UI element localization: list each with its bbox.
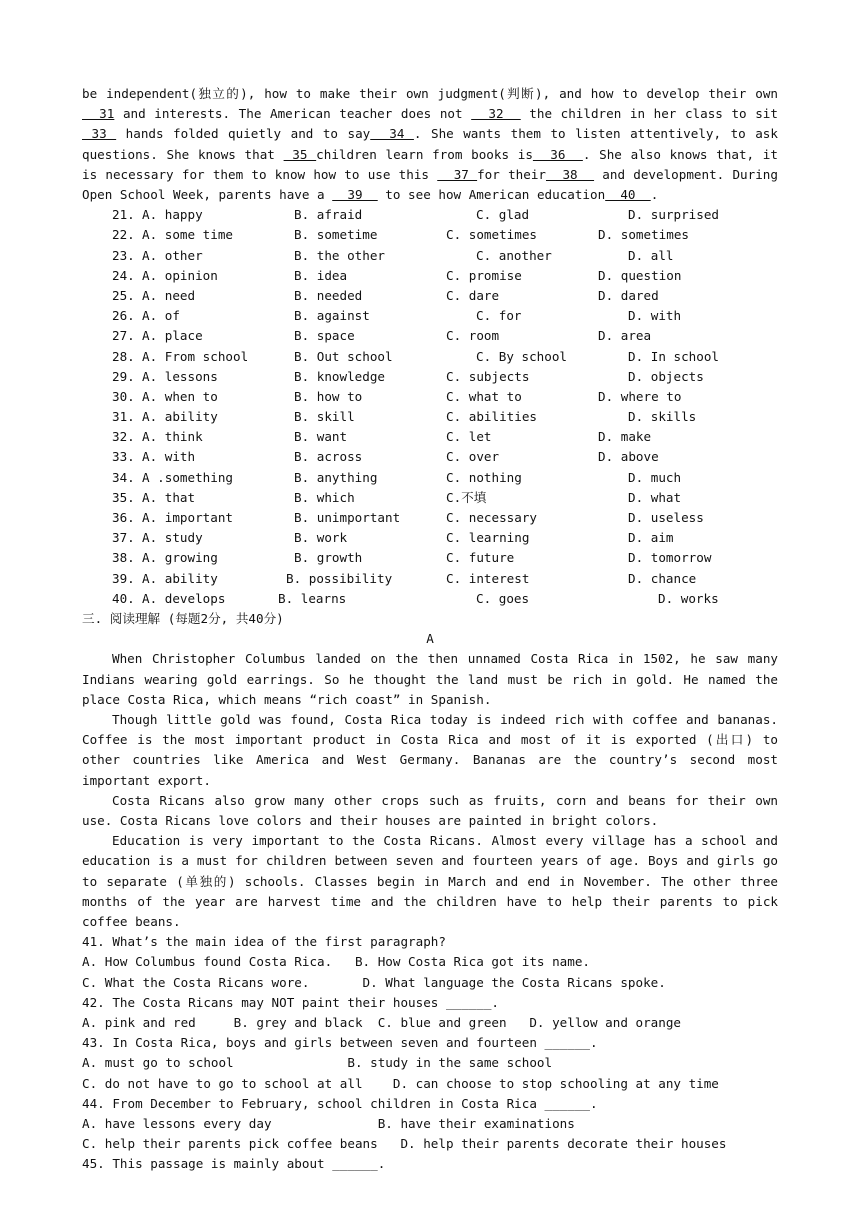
option-b: B. anything — [294, 469, 378, 485]
question-number: 34. — [112, 469, 135, 485]
question-options: C. do not have to go to school at all D. can choose to stop schooling at any time — [82, 1075, 719, 1091]
option-row — [82, 488, 778, 508]
passage-text: and development. During Open School Week, parents have a — [82, 166, 778, 203]
blank-34: 34 — [370, 126, 414, 142]
option-b: B. idea — [294, 267, 348, 283]
option-b: B. want — [294, 429, 348, 445]
option-c: C. let — [446, 429, 492, 445]
row-indent — [82, 367, 112, 387]
option-c: C. dare — [446, 287, 500, 303]
option-row — [82, 326, 778, 346]
passage-text: and interests. The American teacher does not — [122, 106, 472, 122]
passage-text: to see how American education — [377, 187, 606, 203]
option-row — [82, 569, 778, 589]
option-a: A. study — [142, 530, 203, 546]
row-indent — [82, 427, 112, 447]
option-c: C.不填 — [446, 489, 487, 505]
option-row — [82, 528, 778, 548]
option-d: D. dared — [598, 287, 659, 303]
blank-35: 35 — [283, 146, 317, 162]
question-number: 32. — [112, 429, 135, 445]
option-row — [82, 427, 778, 447]
option-d: D. sometimes — [598, 227, 689, 243]
option-row — [82, 589, 778, 609]
row-indent — [82, 528, 112, 548]
passage-text: the children in her class to sit — [520, 106, 778, 122]
option-d: D. tomorrow — [628, 550, 712, 566]
blank-31: 31 — [82, 106, 115, 122]
blank-33: 33 — [82, 126, 117, 142]
question-number: 22. — [112, 227, 135, 243]
option-row — [82, 387, 778, 407]
option-c: C. for — [476, 308, 522, 324]
option-d: D. useless — [628, 510, 704, 526]
passage-label: A — [426, 631, 434, 647]
question-stem: 41. What’s the main idea of the first paragraph? — [82, 934, 446, 950]
row-indent — [82, 306, 112, 326]
section-heading: 三. 阅读理解 (每题2分, 共40分) — [82, 610, 284, 626]
row-indent — [82, 225, 112, 245]
passage-text: children learn from books is — [316, 146, 533, 162]
option-c: C. subjects — [446, 368, 530, 384]
option-b: B. which — [294, 489, 355, 505]
option-row — [82, 225, 778, 245]
option-b: B. afraid — [294, 207, 363, 223]
option-row — [82, 468, 778, 488]
option-c: C. By school — [476, 348, 567, 364]
option-c: C. sometimes — [446, 227, 537, 243]
row-indent — [82, 488, 112, 508]
passage-text: for their — [477, 166, 546, 182]
option-d: D. area — [598, 328, 652, 344]
option-row — [82, 205, 778, 225]
blank-32: 32 — [471, 106, 521, 122]
option-b: B. against — [294, 308, 370, 324]
option-c: C. promise — [446, 267, 522, 283]
option-a: A. important — [142, 510, 233, 526]
question-number: 23. — [112, 247, 135, 263]
option-a: A .something — [142, 469, 233, 485]
question-number: 39. — [112, 570, 135, 586]
question-number: 37. — [112, 530, 135, 546]
question-options: C. What the Costa Ricans wore. D. What language the Costa Ricans spoke. — [82, 974, 666, 990]
question-options: C. help their parents pick coffee beans D. help their parents decorate their houses — [82, 1136, 727, 1152]
option-b: B. sometime — [294, 227, 378, 243]
question-number: 29. — [112, 368, 135, 384]
reading-paragraph: When Christopher Columbus landed on the then unnamed Costa Rica in 1502, he saw many Indians wearing gold earrings. So he thought the land must be rich in gold. He named the place Costa Rica, which means “rich coast” in Spanish. — [82, 651, 778, 707]
option-c: C. abilities — [446, 409, 537, 425]
option-a: A. think — [142, 429, 203, 445]
reading-paragraph: Education is very important to the Costa Ricans. Almost every village has a school and education is a must for children between seven and fourteen years of age. Boys and girls go to separate (单独的) schools. Classes begin in March and end in November. The other three months of the year are harvest time and the children have to help their parents to pick coffee beans. — [82, 833, 778, 930]
option-a: A. develops — [142, 590, 226, 606]
row-indent — [82, 407, 112, 427]
question-number: 21. — [112, 207, 135, 223]
option-a: A. ability — [142, 409, 218, 425]
option-c: C. future — [446, 550, 515, 566]
option-c: C. interest — [446, 570, 530, 586]
reading-paragraph: Though little gold was found, Costa Rica today is indeed rich with coffee and bananas. Coffee is the most important product in Costa Rica and most of it is exported (出口) to other countries like America and West Germany. Bananas are the country’s second most important export. — [82, 711, 778, 788]
option-a: A. happy — [142, 207, 203, 223]
option-a: A. other — [142, 247, 203, 263]
option-a: A. with — [142, 449, 196, 465]
question-number: 30. — [112, 388, 135, 404]
row-indent — [82, 266, 112, 286]
row-indent — [82, 387, 112, 407]
option-d: D. all — [628, 247, 674, 263]
option-a: A. of — [142, 308, 180, 324]
question-number: 28. — [112, 348, 135, 364]
option-b: B. knowledge — [294, 368, 385, 384]
option-b: B. space — [294, 328, 355, 344]
question-number: 35. — [112, 489, 135, 505]
blank-38: 38 — [545, 166, 595, 182]
question-number: 31. — [112, 409, 135, 425]
option-d: D. surprised — [628, 207, 719, 223]
option-row — [82, 286, 778, 306]
option-a: A. that — [142, 489, 196, 505]
row-indent — [82, 326, 112, 346]
option-a: A. ability — [142, 570, 218, 586]
option-d: D. In school — [628, 348, 719, 364]
question-stem: 44. From December to February, school children in Costa Rica ______. — [82, 1095, 598, 1111]
option-b: B. growth — [294, 550, 363, 566]
option-c: C. learning — [446, 530, 530, 546]
option-c: C. room — [446, 328, 500, 344]
row-indent — [82, 447, 112, 467]
row-indent — [82, 508, 112, 528]
question-number: 26. — [112, 308, 135, 324]
option-b: B. unimportant — [294, 510, 401, 526]
row-indent — [82, 347, 112, 367]
option-row — [82, 367, 778, 387]
row-indent — [82, 569, 112, 589]
row-indent — [82, 548, 112, 568]
question-number: 40. — [112, 590, 135, 606]
option-b: B. work — [294, 530, 348, 546]
option-d: D. works — [658, 590, 719, 606]
option-d: D. what — [628, 489, 682, 505]
option-b: B. possibility — [286, 570, 393, 586]
option-d: D. chance — [628, 570, 697, 586]
question-options: A. How Columbus found Costa Rica. B. How Costa Rica got its name. — [82, 954, 590, 970]
option-row — [82, 306, 778, 326]
option-row — [82, 246, 778, 266]
row-indent — [82, 246, 112, 266]
option-a: A. growing — [142, 550, 218, 566]
question-options: A. have lessons every day B. have their examinations — [82, 1116, 575, 1132]
question-number: 24. — [112, 267, 135, 283]
option-d: D. where to — [598, 388, 682, 404]
row-indent — [82, 589, 112, 609]
question-number: 33. — [112, 449, 135, 465]
option-a: A. lessons — [142, 368, 218, 384]
cloze-passage-end — [82, 84, 778, 205]
option-a: A. when to — [142, 388, 218, 404]
exam-page — [82, 84, 778, 1175]
option-c: C. necessary — [446, 510, 537, 526]
option-b: B. how to — [294, 388, 363, 404]
option-row — [82, 266, 778, 286]
question-stem: 43. In Costa Rica, boys and girls between seven and fourteen ______. — [82, 1035, 598, 1051]
row-indent — [82, 286, 112, 306]
option-row — [82, 347, 778, 367]
passage-text: . She wants them to listen attentively, to ask questions. She knows that — [82, 126, 778, 162]
question-list — [82, 932, 778, 1174]
option-row — [82, 508, 778, 528]
option-c: C. another — [476, 247, 552, 263]
option-row — [82, 548, 778, 568]
row-indent — [82, 205, 112, 225]
option-b: B. learns — [278, 590, 347, 606]
option-d: D. much — [628, 469, 682, 485]
reading-paragraph: Costa Ricans also grow many other crops such as fruits, corn and beans for their own use. Costa Ricans love colors and their houses are painted in bright colors. — [82, 792, 778, 828]
option-a: A. place — [142, 328, 203, 344]
blank-40: 40 — [605, 187, 651, 203]
question-number: 25. — [112, 287, 135, 303]
option-d: D. above — [598, 449, 659, 465]
option-c: C. what to — [446, 388, 522, 404]
option-d: D. question — [598, 267, 682, 283]
option-b: B. Out school — [294, 348, 393, 364]
option-b: B. across — [294, 449, 363, 465]
passage-text: . — [650, 187, 659, 203]
passage-text: . She also knows that, it is necessary for them to know how to use this — [82, 146, 778, 182]
row-indent — [82, 468, 112, 488]
reading-passage — [82, 649, 778, 932]
option-d: D. skills — [628, 409, 697, 425]
option-a: A. opinion — [142, 267, 218, 283]
question-options: A. must go to school B. study in the same school — [82, 1055, 553, 1071]
blank-37: 37 — [437, 166, 478, 182]
cloze-options-list — [82, 205, 778, 609]
option-d: D. with — [628, 308, 682, 324]
question-number: 27. — [112, 328, 135, 344]
option-b: B. needed — [294, 287, 363, 303]
option-a: A. need — [142, 287, 196, 303]
question-number: 36. — [112, 510, 135, 526]
blank-36: 36 — [532, 146, 583, 162]
option-b: B. skill — [294, 409, 355, 425]
option-d: D. make — [598, 429, 652, 445]
option-a: A. From school — [142, 348, 249, 364]
question-stem: 42. The Costa Ricans may NOT paint their houses ______. — [82, 994, 500, 1010]
option-d: D. aim — [628, 530, 674, 546]
option-c: C. glad — [476, 207, 530, 223]
question-options: A. pink and red B. grey and black C. blue and green D. yellow and orange — [82, 1015, 681, 1031]
option-c: C. over — [446, 449, 500, 465]
passage-text: hands folded quietly and to say — [116, 126, 371, 142]
passage-text: be independent(独立的), how to make their own judgment(判断), and how to develop their own — [82, 86, 778, 101]
option-d: D. objects — [628, 368, 704, 384]
question-stem: 45. This passage is mainly about ______. — [82, 1156, 386, 1172]
option-c: C. nothing — [446, 469, 522, 485]
option-row — [82, 447, 778, 467]
question-number: 38. — [112, 550, 135, 566]
option-row — [82, 407, 778, 427]
option-a: A. some time — [142, 227, 233, 243]
option-b: B. the other — [294, 247, 385, 263]
blank-39: 39 — [332, 187, 378, 203]
option-c: C. goes — [476, 590, 530, 606]
